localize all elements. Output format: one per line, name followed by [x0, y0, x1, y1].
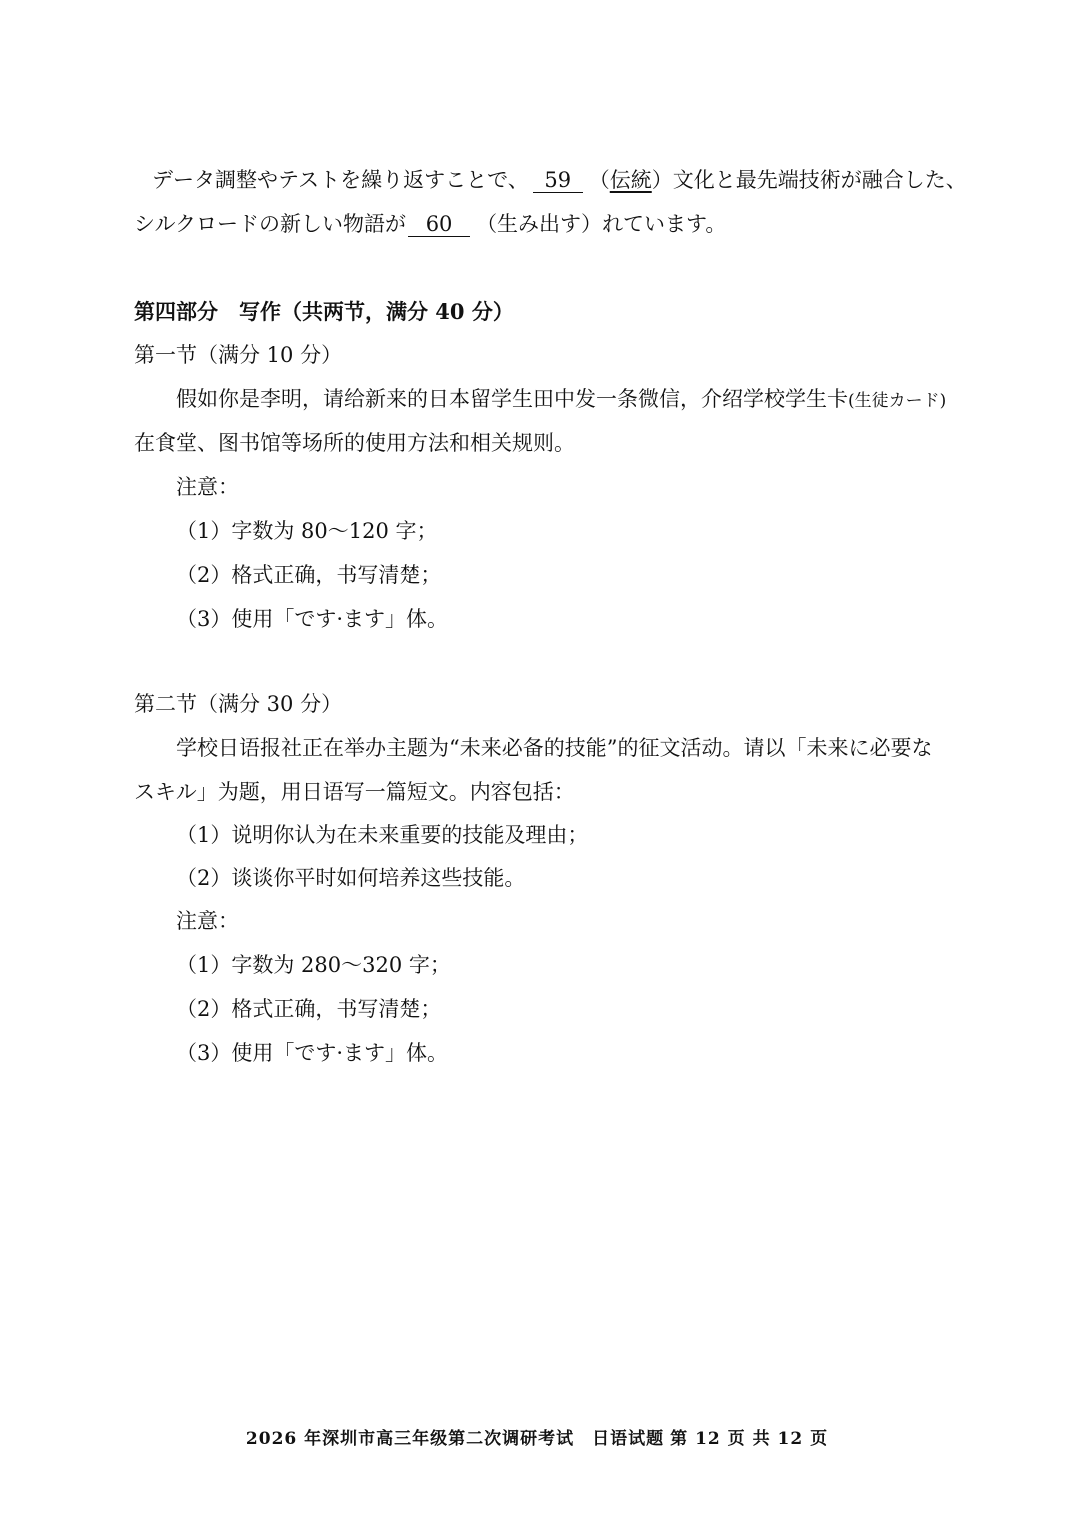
section2-notes-label: 注意：: [176, 909, 239, 933]
page-footer: [0, 1424, 1080, 1449]
section2-content-item: （1）说明你认为在未来重要的技能及理由；: [176, 823, 589, 847]
section1-note-item: （1）字数为 80～120 字；: [176, 519, 438, 543]
hint-59-open: （: [588, 168, 610, 192]
passage-line-1-prefix: データ調整やテストを繰り返すことで、: [152, 168, 529, 192]
blank-59: 59: [533, 168, 583, 193]
passage-line-2-prefix: シルクロードの新しい物語が: [134, 212, 407, 236]
section2-title: 第二节（满分 30 分）: [134, 692, 343, 716]
passage-line-2: [134, 209, 726, 239]
footer-exam-title: 2026 年深圳市高三年级第二次调研考试 日语试题: [245, 1429, 665, 1449]
passage-line-2-suffix: れています。: [602, 212, 727, 236]
footer-page-info: 第 12 页 共 12 页: [670, 1429, 829, 1449]
section1-prompt-line-2: 在食堂、图书馆等场所的使用方法和相关规则。: [134, 431, 575, 455]
section1-prompt-line-1: [176, 384, 946, 416]
section2-note-item: （2）格式正确，书写清楚；: [176, 997, 442, 1021]
blank-60: 60: [408, 212, 470, 237]
student-card-note: (生徒カード): [848, 391, 947, 411]
passage-line-1: [152, 165, 967, 195]
section2-prompt-line-2: スキル」为题，用日语写一篇短文。内容包括：: [134, 780, 575, 804]
section2-content-item: （2）谈谈你平时如何培养这些技能。: [176, 866, 526, 890]
section1-title: 第一节（满分 10 分）: [134, 343, 343, 367]
hint-60: （生み出す）: [476, 212, 603, 236]
section1-prompt-main: 假如你是李明，请给新来的日本留学生田中发一条微信，介绍学校学生卡: [176, 387, 848, 411]
section2-prompt-line-1: 学校日语报社正在举办主题为“未来必备的技能”的征文活动。请以「未来に必要な: [176, 736, 933, 760]
section1-notes-label: 注意：: [176, 475, 239, 499]
hint-59-word: 伝統: [609, 168, 652, 192]
section2-note-item: （1）字数为 280～320 字；: [176, 953, 451, 977]
section2-note-item: （3）使用「です·ます」体。: [176, 1041, 449, 1065]
part4-heading: 第四部分 写作（共两节，满分 40 分）: [134, 299, 514, 324]
passage-line-1-suffix: 文化と最先端技術が融合した、: [672, 168, 967, 192]
hint-59-close: ）: [651, 168, 673, 192]
section1-note-item: （3）使用「です·ます」体。: [176, 607, 449, 631]
section1-note-item: （2）格式正确，书写清楚；: [176, 563, 442, 587]
